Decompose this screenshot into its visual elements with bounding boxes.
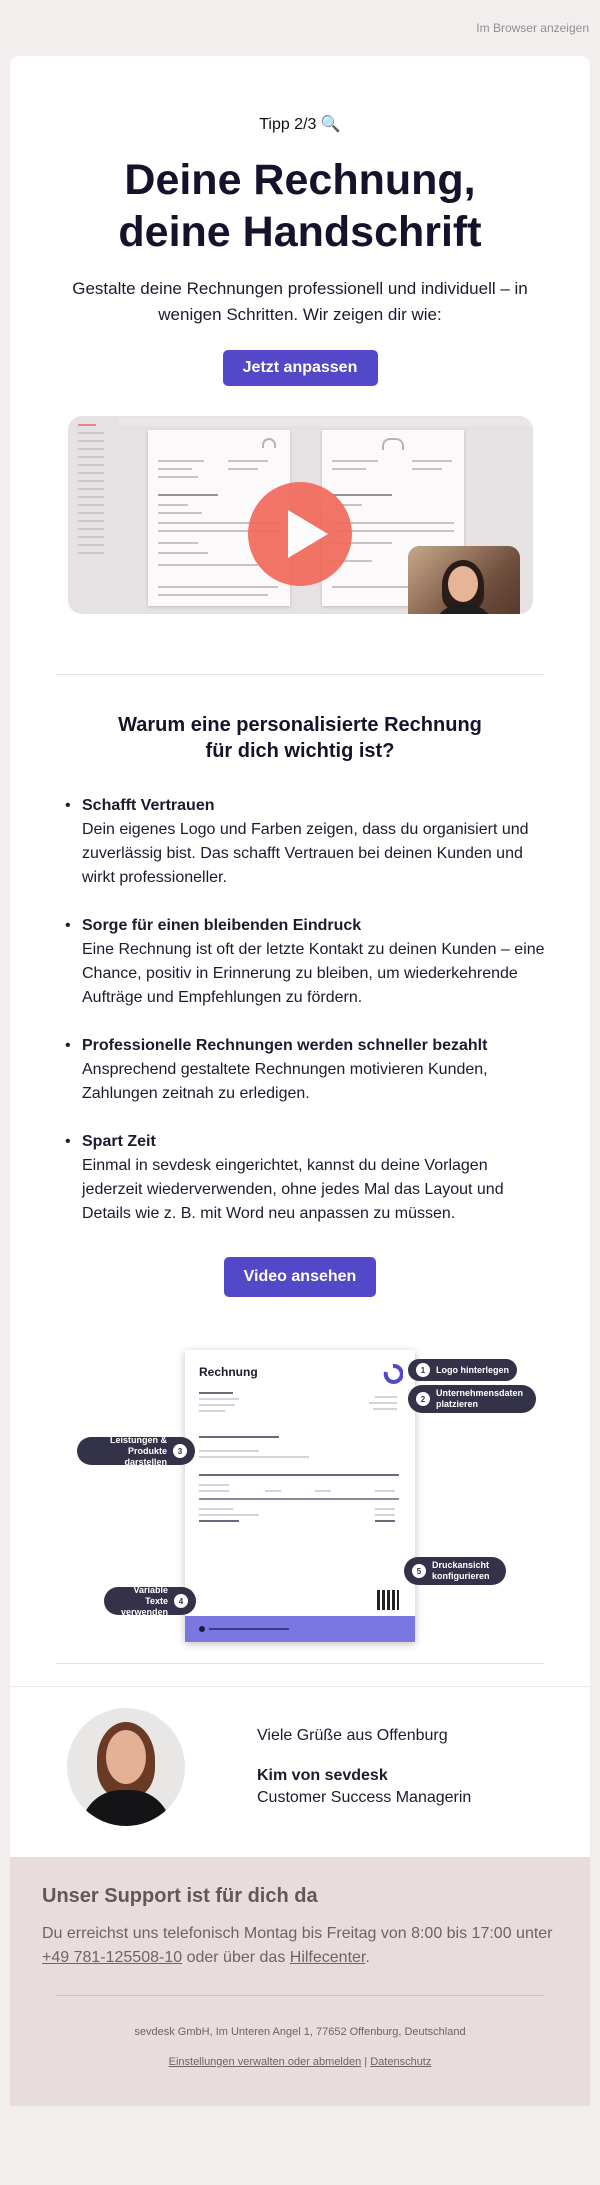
step-badge: 2 Unternehmensdaten platzieren	[408, 1385, 536, 1413]
magnifier-icon: 🔍	[320, 116, 341, 133]
customize-button[interactable]: Jetzt anpassen	[223, 350, 378, 386]
company-address: sevdesk GmbH, Im Unteren Angel 1, 77652 Offenburg, Deutschland	[134, 2026, 466, 2038]
list-item	[82, 1130, 550, 1226]
benefit-title: • Professionelle Rechnungen werden schneller bezahlt	[82, 1037, 488, 1054]
divider	[56, 1663, 544, 1664]
app-topbar	[118, 418, 533, 426]
sender-role: Customer Success Managerin	[257, 1789, 472, 1806]
presenter-webcam	[408, 546, 520, 614]
play-icon[interactable]	[248, 482, 352, 586]
hero-section	[10, 56, 590, 614]
support-text: Du erreichst uns telefonisch Montag bis Freitag von 8:00 bis 17:00 unter +49 781-125508-10 oder über das Hilfecenter.	[42, 1925, 553, 1966]
hero-subtitle: Gestalte deine Rechnungen professionell und individuell – in wenigen Schritten. Wir zeigen dir wie:	[72, 279, 528, 324]
phone-link[interactable]: +49 781-125508-10	[42, 1949, 183, 1966]
list-item	[82, 1034, 550, 1106]
app-sidebar	[74, 418, 118, 608]
step-badge: 5 Druckansicht konfigurieren	[404, 1557, 506, 1585]
benefit-title: • Schafft Vertrauen	[82, 797, 215, 814]
page-title	[10, 154, 590, 258]
tip-label	[10, 114, 590, 138]
signature-text	[257, 1725, 471, 1809]
watch-video-button[interactable]: Video ansehen	[224, 1257, 376, 1297]
title-line-2: deine Handschrift	[118, 208, 482, 256]
unsubscribe-link[interactable]: Einstellungen verwalten oder abmelden	[168, 2056, 362, 2068]
invoice-illustration	[10, 1297, 590, 1663]
step-badge: Leistungen & Produkte darstellen 3	[77, 1437, 195, 1465]
signature-section	[10, 1686, 590, 1857]
qr-code	[377, 1590, 399, 1610]
title-line-1: Deine Rechnung,	[124, 156, 476, 204]
invoice-title: Rechnung	[199, 1365, 258, 1379]
tip-text: Tipp 2/3	[259, 116, 317, 133]
step-badge: Variable Texte verwenden 4	[104, 1587, 196, 1615]
step-badge: 1 Logo hinterlegen	[408, 1359, 517, 1381]
sender-name: Kim von sevdesk	[257, 1767, 388, 1784]
benefit-text: Einmal in sevdesk eingerichtet, kannst du deine Vorlagen jederzeit wiederverwenden, ohne jedes Mal das Layout und Details wie z. B. mit Word neu anpassen zu müssen.	[82, 1157, 504, 1222]
video-thumbnail[interactable]	[68, 416, 533, 614]
list-item	[82, 914, 550, 1010]
help-center-link[interactable]: Hilfecenter	[289, 1949, 366, 1966]
benefit-text: Dein eigenes Logo und Farben zeigen, dass du organisiert und zuverlässig bist. Das schafft Vertrauen bei deinen Kunden und wirkt professioneller.	[82, 821, 529, 886]
top-bar	[0, 0, 600, 56]
footer-links: Einstellungen verwalten oder abmelden | Datenschutz	[168, 2056, 432, 2068]
divider	[56, 674, 544, 675]
benefit-title: • Sorge für einen bleibenden Eindruck	[82, 917, 362, 934]
benefit-text: Ansprechend gestaltete Rechnungen motivieren Kunden, Zahlungen zeitnah zu erledigen.	[82, 1061, 488, 1102]
greeting: Viele Grüße aus Offenburg	[257, 1727, 448, 1744]
benefit-title: • Spart Zeit	[82, 1133, 156, 1150]
email-card	[10, 56, 590, 2106]
logo-icon	[383, 1364, 403, 1386]
invoice-footer-bar	[185, 1616, 415, 1642]
divider	[55, 1995, 545, 1996]
list-item	[82, 794, 550, 890]
support-footer	[10, 1857, 590, 2106]
view-in-browser-link[interactable]: Im Browser anzeigen	[476, 21, 589, 35]
benefit-list	[82, 794, 550, 1226]
avatar	[67, 1708, 185, 1826]
why-title: Warum eine personalisierte Rechnung für dich wichtig ist?	[118, 714, 482, 762]
privacy-link[interactable]: Datenschutz	[370, 2056, 432, 2068]
support-title: Unser Support ist für dich da	[42, 1885, 318, 1907]
invoice-mockup	[185, 1350, 415, 1642]
benefit-text: Eine Rechnung ist oft der letzte Kontakt zu deinen Kunden – eine Chance, positiv in Erinnerung zu bleiben, um wiederkehrende Aufträge und Empfehlungen zu fördern.	[82, 941, 545, 1006]
